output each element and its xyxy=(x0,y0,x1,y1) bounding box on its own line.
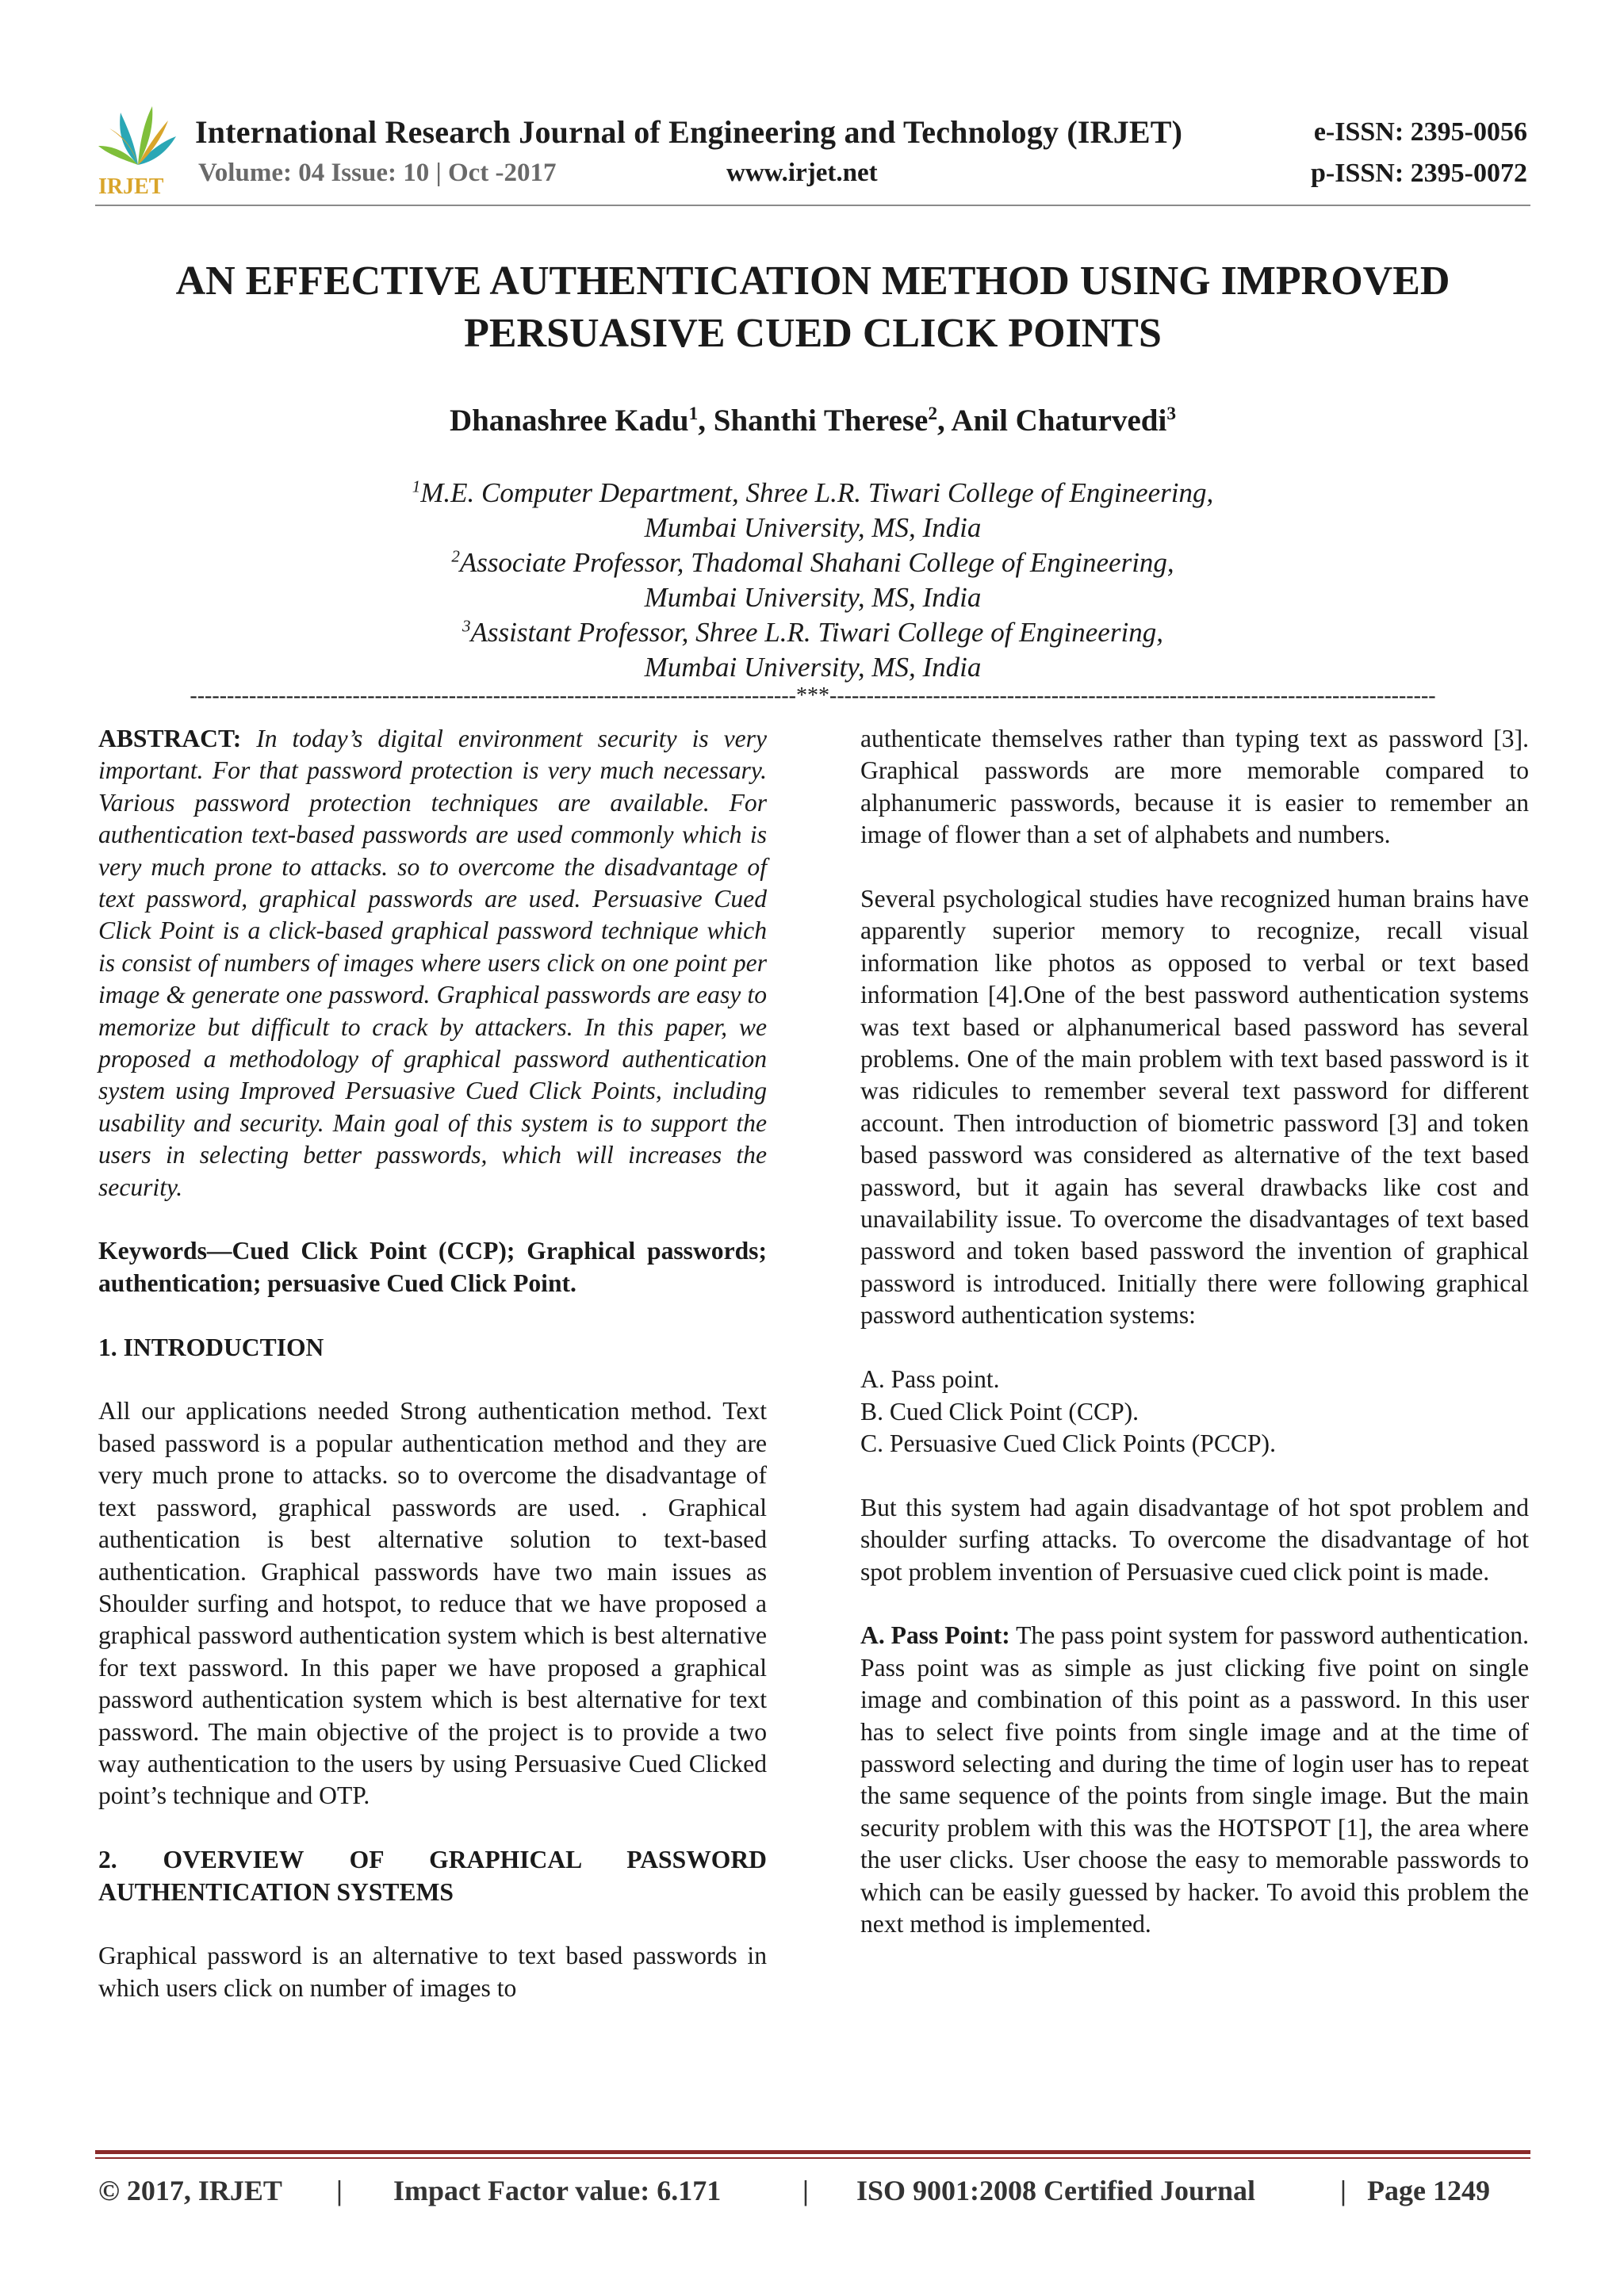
journal-title: International Research Journal of Engineering and Technology (IRJET) xyxy=(195,114,1183,150)
right-column xyxy=(860,723,1529,1940)
author-sup: 3 xyxy=(1166,404,1177,424)
author-name: Dhanashree Kadu xyxy=(449,404,689,438)
pass-point-label: A. Pass Point: xyxy=(860,1621,1010,1650)
paper-title-line: AN EFFECTIVE AUTHENTICATION METHOD USING IMPROVED xyxy=(175,258,1450,304)
journal-logo xyxy=(94,97,182,198)
author-sep: , xyxy=(698,404,714,438)
affiliation-sup: 3 xyxy=(462,616,471,636)
pass-point-text: The pass point system for password authentication. Pass point was as simple as just clicking five point on single image and combination of this point as a password. In this user has to select five points from single image and at the time of password selecting and during the time of login user has to repeat the same sequence of the points from single image. But the main security problem with this was the HOTSPOT [1], the area where the user clicks. User choose the easy to memorable passwords to which can be easily guessed by hacker. To avoid this problem the next method is implemented. xyxy=(860,1621,1530,1938)
footer-impact-factor: Impact Factor value: 6.171 xyxy=(393,2175,722,2206)
footer-iso: ISO 9001:2008 Certified Journal xyxy=(856,2175,1255,2206)
author-list xyxy=(95,403,1530,438)
keywords: Keywords—Cued Click Point (CCP); Graphical passwords; authentication; persuasive Cued Click Point. xyxy=(98,1237,767,1297)
section-separator xyxy=(95,685,1530,707)
author-sup: 1 xyxy=(688,404,699,424)
footer-rule xyxy=(95,2150,1530,2154)
pissn: p-ISSN: 2395-0072 xyxy=(1311,159,1527,188)
footer-pipe: | xyxy=(802,2175,809,2206)
affiliation-line: Mumbai University, MS, India xyxy=(644,512,982,543)
section-heading: 2. OVERVIEW OF GRAPHICAL PASSWORD xyxy=(98,1846,767,1874)
section-heading: 1. INTRODUCTION xyxy=(98,1333,324,1361)
affiliation-line xyxy=(95,545,1530,580)
paper-title xyxy=(95,255,1530,360)
separator-stars: *** xyxy=(796,685,829,707)
affiliation-sup: 1 xyxy=(412,476,421,496)
affiliation-line: Mumbai University, MS, India xyxy=(644,652,982,683)
footer-copyright: © 2017, IRJET xyxy=(98,2175,282,2206)
author-name: Anil Chaturvedi xyxy=(951,404,1167,438)
author-name: Shanthi Therese xyxy=(713,404,929,438)
affiliation-sup: 2 xyxy=(451,546,460,566)
separator-dashes: ---------------------------------------------------------------------------------- xyxy=(190,685,796,707)
body-paragraph: But this system had again disadvantage of hot spot problem and shoulder surfing attacks. To overcome the disadvantage of hot spot problem invention of Persuasive cued click point is made. xyxy=(860,1493,1529,1586)
paper-title-line: PERSUASIVE CUED CLICK POINTS xyxy=(464,311,1162,356)
eissn: e-ISSN: 2395-0056 xyxy=(1313,117,1527,147)
body-paragraph: Several psychological studies have recognized human brains have apparently superior memory to recognize, recall visual information like photos as opposed to verbal or text based information [4].One of the best password authentication systems was text based or alphanumerical based password has several problems. One of the main problem with text based password is it was ridicules to remember several text password for different account. Then introduction of biometric password [3] and token based password was considered as alternative of the text based password, but it again has several drawbacks like cost and unavailability issue. To overcome the disadvantages of text based password and token based password the invention of graphical password is introduced. Initially there were following graphical password authentication systems: xyxy=(860,885,1529,1330)
author-sep: , xyxy=(937,404,952,438)
footer-pipe: | xyxy=(1340,2175,1346,2206)
footer-page-number: Page 1249 xyxy=(1367,2175,1490,2206)
list-item: C. Persuasive Cued Click Points (PCCP). xyxy=(860,1429,1276,1457)
list-item: A. Pass point. xyxy=(860,1365,1000,1394)
author-sup: 2 xyxy=(928,404,938,424)
list-item: B. Cued Click Point (CCP). xyxy=(860,1397,1139,1425)
overview-paragraph: Graphical password is an alternative to text based passwords in which users click on number of images to xyxy=(98,1942,767,2002)
abstract-text: In today’s digital environment security is very important. For that password protection is very much necessary. Various password protection techniques are available. For authentication text-based passwords are used commonly which is very much prone to attacks. so to overcome the disadvantage of text password, graphical passwords are used. Persuasive Cued Click Point is a click-based graphical password technique which is consist of numbers of images where users click on one point per image & generate one password. Graphical passwords are easy to memorize but difficult to crack by attackers. In this paper, we proposed a methodology of graphical password authentication system using Improved Persuasive Cued Click Points, including usability and security. Main goal of this system is to support the users in selecting better passwords, which will increases the security. xyxy=(98,725,767,1201)
introduction-paragraph: All our applications needed Strong authentication method. Text based password is a popular authentication method and they are very much prone to attacks. so to overcome the disadvantage of text password, graphical passwords are used. . Graphical authentication is best alternative solution to text-based authentication. Graphical passwords have two main issues as Shoulder surfing and hotspot, to reduce that we have proposed a graphical password authentication system which is best alternative for text password. In this paper we have proposed a graphical password authentication system which is best alternative for text password. The main objective of the project is to provide a two way authentication to the users by using Persuasive Cued Clicked point’s technique and OTP. xyxy=(98,1397,767,1810)
header-divider xyxy=(95,205,1530,206)
affiliation-line xyxy=(95,615,1530,650)
pass-point-paragraph xyxy=(860,1620,1529,1940)
affiliations xyxy=(95,476,1530,685)
volume-issue: Volume: 04 Issue: 10 | Oct -2017 xyxy=(198,159,557,187)
irjet-logo-icon xyxy=(94,97,182,198)
abstract-label: ABSTRACT: xyxy=(98,725,242,752)
affiliation-text: M.E. Computer Department, Shree L.R. Tiwari College of Engineering, xyxy=(420,477,1214,508)
body-paragraph: authenticate themselves rather than typing text as password [3]. Graphical passwords are more memorable compared to alphanumeric passwords, because it is easier to remember an image of flower than a set of alphabets and numbers. xyxy=(860,725,1529,849)
abstract xyxy=(98,723,767,1203)
affiliation-line xyxy=(95,476,1530,511)
separator-dashes: ---------------------------------------------------------------------------------- xyxy=(829,685,1436,707)
footer-rule xyxy=(95,2157,1530,2159)
journal-website[interactable]: www.irjet.net xyxy=(726,159,878,187)
affiliation-line: Mumbai University, MS, India xyxy=(644,582,982,613)
section-heading: AUTHENTICATION SYSTEMS xyxy=(98,1877,454,1906)
left-column xyxy=(98,723,767,2004)
footer-pipe: | xyxy=(336,2175,343,2206)
affiliation-text: Assistant Professor, Shree L.R. Tiwari College of Engineering, xyxy=(470,617,1163,648)
affiliation-text: Associate Professor, Thadomal Shahani College of Engineering, xyxy=(459,547,1174,578)
system-list xyxy=(860,1364,1529,1460)
logo-text: IRJET xyxy=(98,174,164,198)
